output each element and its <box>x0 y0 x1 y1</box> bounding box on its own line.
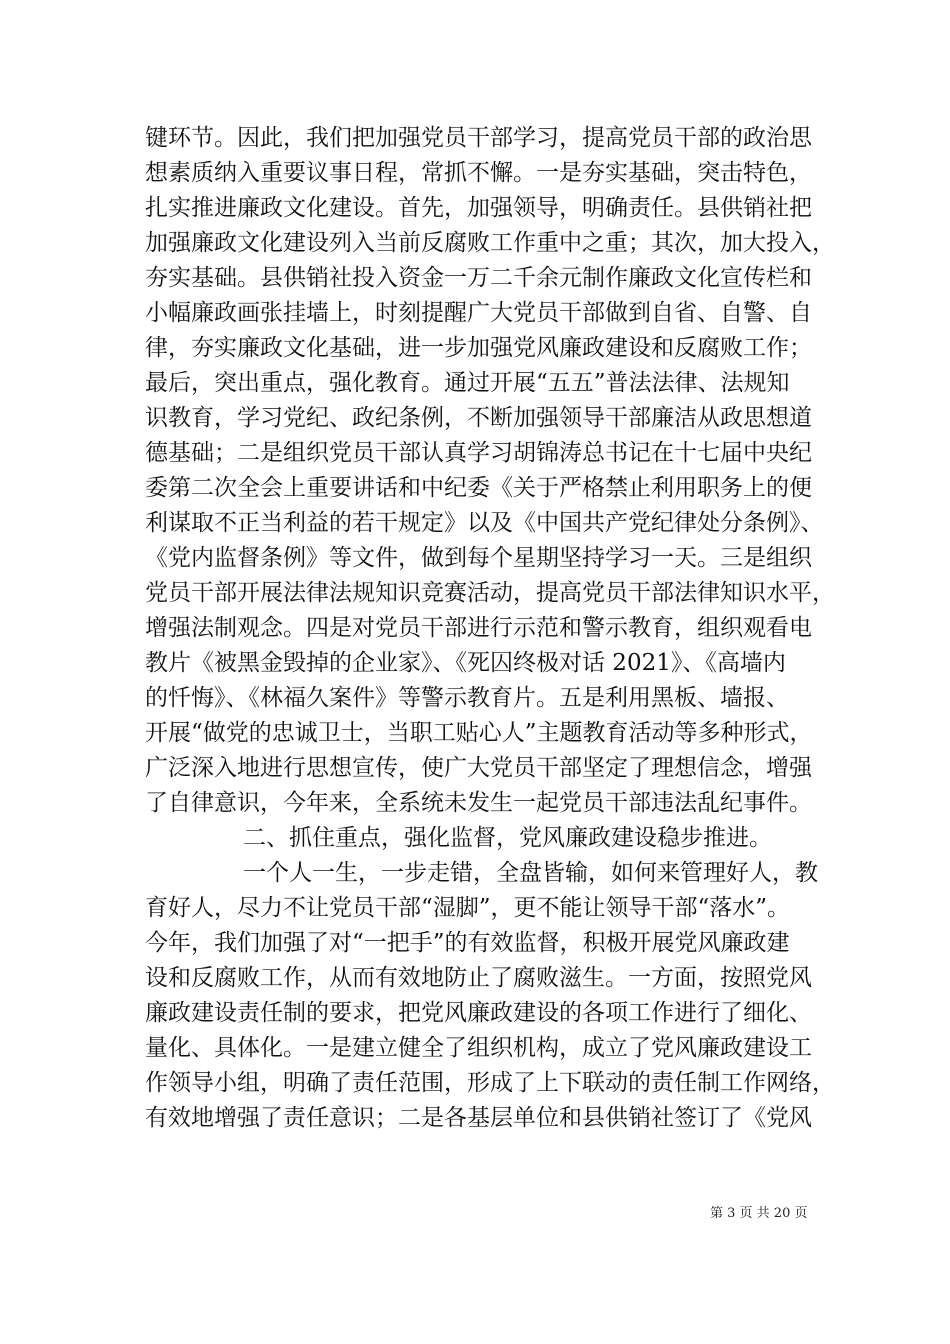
text-line: 最后，突出重点，强化教育。通过开展“五五”普法法律、法规知 <box>145 370 790 396</box>
text-line: 增强法制观念。四是对党员干部进行示范和警示教育，组织观看电 <box>145 615 812 641</box>
text-line: 开展“做党的忠诚卫士，当职工贴心人”主题教育活动等多种形式， <box>145 720 813 746</box>
page-number: 第 3 页 共 20 页 <box>710 1206 808 1221</box>
text-line: 的忏悔》、《林福久案件》等警示教育片。五是利用黑板、墙报、 <box>145 685 789 711</box>
text-line: 利谋取不正当利益的若干规定》以及《中国共产党纪律处分条例》、 <box>145 510 824 536</box>
section-heading: 二、抓住重点，强化监督，党风廉政建设稳步推进。 <box>243 825 772 851</box>
text-line: 今年，我们加强了对“一把手”的有效监督，积极开展党风廉政建 <box>145 930 790 956</box>
text-line: 《党内监督条例》等文件，做到每个星期坚持学习一天。三是组织 <box>145 545 812 571</box>
text-line: 量化、具体化。一是建立健全了组织机构，成立了党风廉政建设工 <box>145 1035 812 1061</box>
text-line: 育好人，尽力不让党员干部“湿脚”，更不能让领导干部“落水”。 <box>145 895 791 921</box>
text-line: 小幅廉政画张挂墙上，时刻提醒广大党员干部做到自省、自警、自 <box>145 300 812 326</box>
text-line: 廉政建设责任制的要求，把党风廉政建设的各项工作进行了细化、 <box>145 1000 812 1026</box>
text-line: 键环节。因此，我们把加强党员干部学习，提高党员干部的政治思 <box>145 125 812 151</box>
text-line: 德基础；二是组织党员干部认真学习胡锦涛总书记在十七届中央纪 <box>145 440 812 466</box>
text-line: 广泛深入地进行思想宣传，使广大党员干部坚定了理想信念，增强 <box>145 755 812 781</box>
text-line: 夯实基础。县供销社投入资金一万二千余元制作廉政文化宣传栏和 <box>145 265 812 291</box>
text-line: 加强廉政文化建设列入当前反腐败工作重中之重；其次，加大投入， <box>145 230 835 256</box>
text-line: 教片《被黑金毁掉的企业家》、《死囚终极对话 2021》、《高墙内 <box>145 650 786 676</box>
text-line: 扎实推进廉政文化建设。首先，加强领导，明确责任。县供销社把 <box>145 195 812 221</box>
text-line: 党员干部开展法律法规知识竞赛活动，提高党员干部法律知识水平， <box>145 580 835 606</box>
text-line: 律，夯实廉政文化基础，进一步加强党风廉政建设和反腐败工作； <box>145 335 812 361</box>
text-line: 了自律意识，今年来，全系统未发生一起党员干部违法乱纪事件。 <box>145 790 812 816</box>
text-line: 想素质纳入重要议事日程，常抓不懈。一是夯实基础，突击特色， <box>145 160 812 186</box>
text-line: 设和反腐败工作，从而有效地防止了腐败滋生。一方面，按照党风 <box>145 965 812 991</box>
text-line: 作领导小组，明确了责任范围，形成了上下联动的责任制工作网络， <box>145 1070 835 1096</box>
text-line: 一个人一生，一步走错，全盘皆输，如何来管理好人，教 <box>243 860 818 886</box>
text-line: 识教育，学习党纪、政纪条例，不断加强领导干部廉洁从政思想道 <box>145 405 812 431</box>
text-line: 有效地增强了责任意识；二是各基层单位和县供销社签订了《党风 <box>145 1105 812 1131</box>
text-line: 委第二次全会上重要讲话和中纪委《关于严格禁止利用职务上的便 <box>145 475 812 501</box>
